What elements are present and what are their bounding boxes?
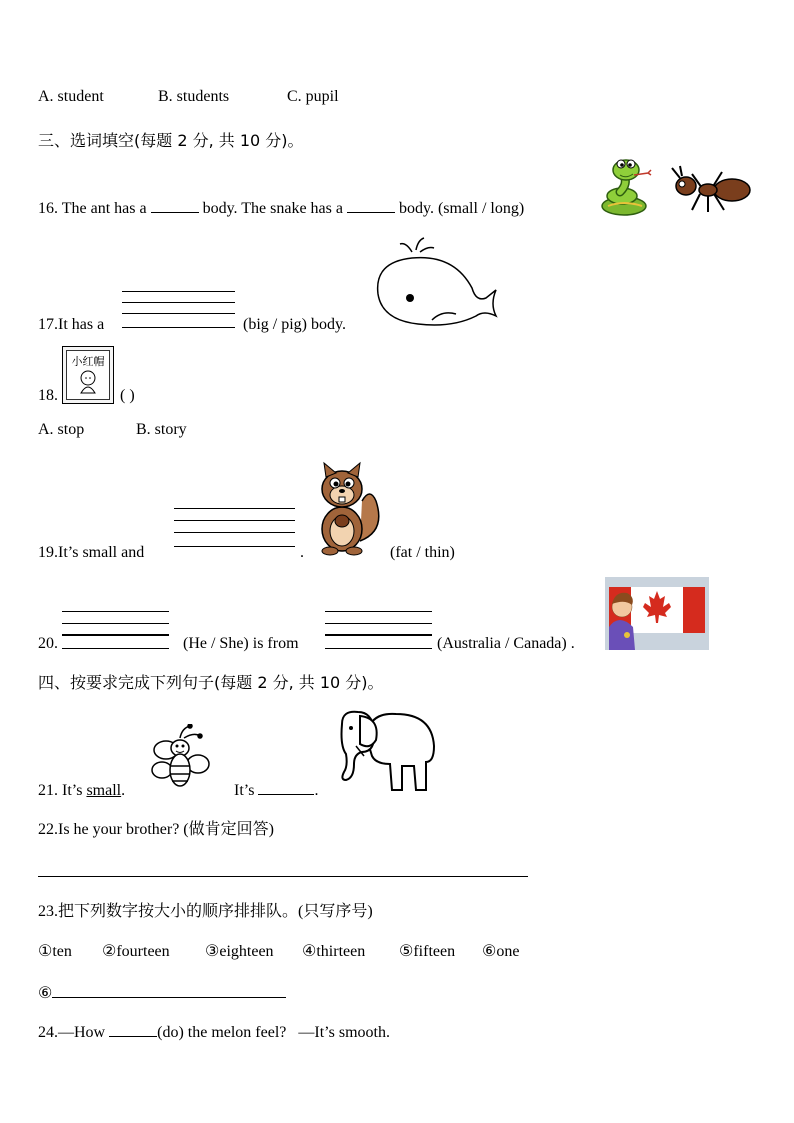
q16-text-3: body. (small / long) xyxy=(398,200,525,217)
q18-number: 18. xyxy=(38,387,58,404)
squirrel-picture xyxy=(314,461,386,557)
q19-choices: (fat / thin) xyxy=(390,544,455,561)
q18-book-title: 小红帽 xyxy=(71,355,105,368)
q19-text-1: It’s small and xyxy=(58,544,145,561)
q20-text-1: (He / She) is from xyxy=(183,635,299,652)
q16-blank-2[interactable] xyxy=(347,212,395,213)
q15-option-b[interactable]: B. students xyxy=(158,88,230,105)
girl-icon xyxy=(77,369,99,395)
q21-blank[interactable] xyxy=(258,794,314,795)
q20-blank-2[interactable] xyxy=(325,648,432,649)
section4-heading: 四、按要求完成下列句子(每题 2 分, 共 10 分)。 xyxy=(38,673,384,692)
q23-item-2: ②fourteen xyxy=(102,943,170,960)
q23-text: 把下列数字按大小的顺序排排队。(只写序号) xyxy=(58,903,373,920)
q24-number: 24. xyxy=(38,1024,58,1041)
q23-item-6: ⑥one xyxy=(482,943,520,960)
q21-dot: . xyxy=(121,782,126,799)
q23-answer-blank[interactable] xyxy=(52,997,286,998)
q22-answer-line[interactable] xyxy=(38,876,528,877)
q24-text-1: —How xyxy=(58,1024,106,1041)
q23-item-5: ⑤fifteen xyxy=(399,943,456,960)
q21-part-1 xyxy=(38,782,125,800)
q18-book-picture xyxy=(62,346,114,404)
q19-blank[interactable] xyxy=(174,546,295,547)
q23-item-4: ④thirteen xyxy=(302,943,366,960)
q21-underlined-word: small xyxy=(86,782,122,799)
q23-item-1: ①ten xyxy=(38,943,72,960)
snake-picture xyxy=(598,156,658,218)
q21-end-dot: . xyxy=(314,782,319,799)
q24-text-2: (do) the melon feel? xyxy=(157,1024,287,1041)
elephant-picture xyxy=(336,706,438,796)
q17-text-1: It has a xyxy=(58,316,105,333)
q16-blank-1[interactable] xyxy=(151,212,199,213)
section3-heading: 三、选词填空(每题 2 分, 共 10 分)。 xyxy=(38,131,304,150)
q16-text-1: The ant has a xyxy=(61,200,147,217)
q24-blank[interactable] xyxy=(109,1036,157,1037)
q22-number: 22. xyxy=(38,821,58,838)
q18-answer-paren[interactable]: ( ) xyxy=(120,387,135,404)
q18-option-b[interactable]: B. story xyxy=(136,421,187,438)
q17-number: 17. xyxy=(38,316,58,333)
q23-answer-prefix: ⑥ xyxy=(38,985,53,1002)
q18-option-a[interactable]: A. stop xyxy=(38,421,85,438)
q23-question xyxy=(38,898,373,921)
q16-number: 16. xyxy=(38,200,58,217)
q20-text-2: (Australia / Canada) . xyxy=(437,635,575,652)
q22-text: Is he your brother? (做肯定回答) xyxy=(58,821,274,838)
q23-number: 23. xyxy=(38,903,58,920)
q17-blank[interactable] xyxy=(122,327,235,328)
q22-question xyxy=(38,816,274,839)
q15-option-c[interactable]: C. pupil xyxy=(287,88,339,105)
q24-text-3: —It’s smooth. xyxy=(298,1024,390,1041)
q20-blank-1[interactable] xyxy=(62,648,169,649)
q19-dot: . xyxy=(300,544,304,561)
q15-option-a[interactable]: A. student xyxy=(38,88,104,105)
q21-text-2: It’s xyxy=(234,782,255,799)
q19-number: 19. xyxy=(38,544,58,561)
q17-number-text xyxy=(38,316,104,334)
q23-item-3: ③eighteen xyxy=(205,943,274,960)
q21-part-2 xyxy=(234,782,318,800)
q21-text-1: It’s xyxy=(62,782,83,799)
q23-answer xyxy=(38,983,286,1003)
q16-text-2: body. The snake has a xyxy=(202,200,343,217)
canada-flag-boy-picture xyxy=(605,577,709,650)
q16-line xyxy=(38,200,524,218)
q17-text-2: (big / pig) body. xyxy=(243,316,346,333)
q20-number: 20. xyxy=(38,635,58,652)
q24-question xyxy=(38,1024,390,1042)
ant-picture xyxy=(662,164,754,216)
q19-number-text xyxy=(38,544,144,562)
bee-picture xyxy=(150,724,212,794)
q21-number: 21. xyxy=(38,782,58,799)
whale-picture xyxy=(372,232,500,330)
